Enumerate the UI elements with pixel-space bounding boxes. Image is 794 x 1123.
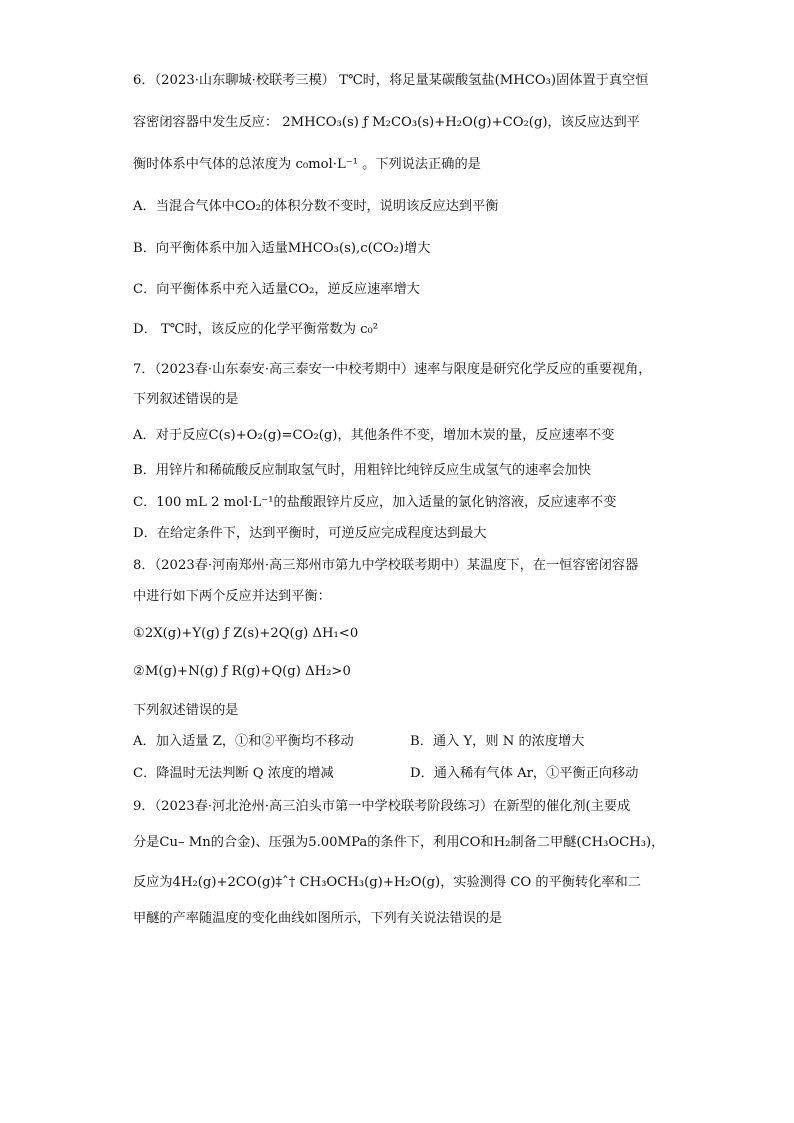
q6-line-3: 衡时体系中气体的总浓度为 c₀mol·L⁻¹ 。下列说法正确的是 [133, 157, 481, 172]
q8-option-c: C．降温时无法判断 Q 浓度的增减 [133, 766, 334, 781]
q8-line-5: 下列叙述错误的是 [133, 703, 239, 718]
q9-line-3: 反应为4H₂(g)+2CO(g)‡ˆ† CH₃OCH₃(g)+H₂O(g)，实验测得 CO 的平衡转化率和二 [133, 875, 641, 890]
q8-line-2: 中进行如下两个反应并达到平衡： [133, 589, 331, 604]
q6-option-b: B．向平衡体系中加入适量MHCO₃(s),c(CO₂)增大 [133, 241, 431, 256]
q7-option-c: C．100 mL 2 mol·L⁻¹的盐酸跟锌片反应，加入适量的氯化钠溶液，反应速率不变 [133, 495, 617, 510]
q7-option-b: B．用锌片和稀硫酸反应制取氢气时，用粗锌比纯锌反应生成氢气的速率会加快 [133, 463, 592, 478]
q8-line-1: 8．（2023春·河南郑州·高三郑州市第九中学校联考期中）某温度下，在一恒容密闭容器 [133, 558, 639, 573]
q8-option-b: B．通入 Y，则 N 的浓度增大 [410, 734, 585, 749]
q7-line-2: 下列叙述错误的是 [133, 392, 239, 407]
q6-option-d: D． T℃时，该反应的化学平衡常数为 c₀² [133, 322, 379, 337]
q7-option-a: A．对于反应C(s)+O₂(g)=CO₂(g)，其他条件不变，增加木炭的量，反应速率不变 [133, 428, 615, 443]
q8-reaction-1: ①2X(g)+Y(g) ƒ Z(s)+2Q(g) ΔH₁<0 [133, 626, 359, 641]
q9-line-4: 甲醚的产率随温度的变化曲线如图所示，下列有关说法错误的是 [133, 911, 503, 926]
q8-option-d: D．通入稀有气体 Ar，①平衡正向移动 [410, 766, 639, 781]
q9-line-1: 9．（2023春·河北沧州·高三泊头市第一中学校联考阶段练习）在新型的催化剂(主要成 [133, 799, 631, 814]
q6-option-c: C．向平衡体系中充入适量CO₂，逆反应速率增大 [133, 282, 420, 297]
q6-option-a: A．当混合气体中CO₂的体积分数不变时，说明该反应达到平衡 [133, 199, 499, 214]
q6-line-2: 容密闭容器中发生反应： 2MHCO₃(s) ƒ M₂CO₃(s)+H₂O(g)+CO₂(g)，该反应达到平 [133, 115, 640, 130]
q8-option-a: A．加入适量 Z，①和②平衡均不移动 [133, 734, 354, 749]
q8-reaction-2: ②M(g)+N(g) ƒ R(g)+Q(g) ΔH₂>0 [133, 664, 351, 679]
q9-line-2: 分是Cu– Mn的合金)、压强为5.00MPa的条件下，利用CO和H₂制备二甲醚(CH₃OCH₃)， [133, 835, 665, 850]
q7-option-d: D．在给定条件下，达到平衡时，可逆反应完成程度达到最大 [133, 526, 487, 541]
q6-line-1: 6．（2023·山东聊城·校联考三模） T℃时，将足量某碳酸氢盐(MHCO₃)固体置于真空恒 [133, 73, 649, 88]
q7-line-1: 7．（2023春·山东泰安·高三泰安一中校考期中）速率与限度是研究化学反应的重要视角， [133, 362, 652, 377]
